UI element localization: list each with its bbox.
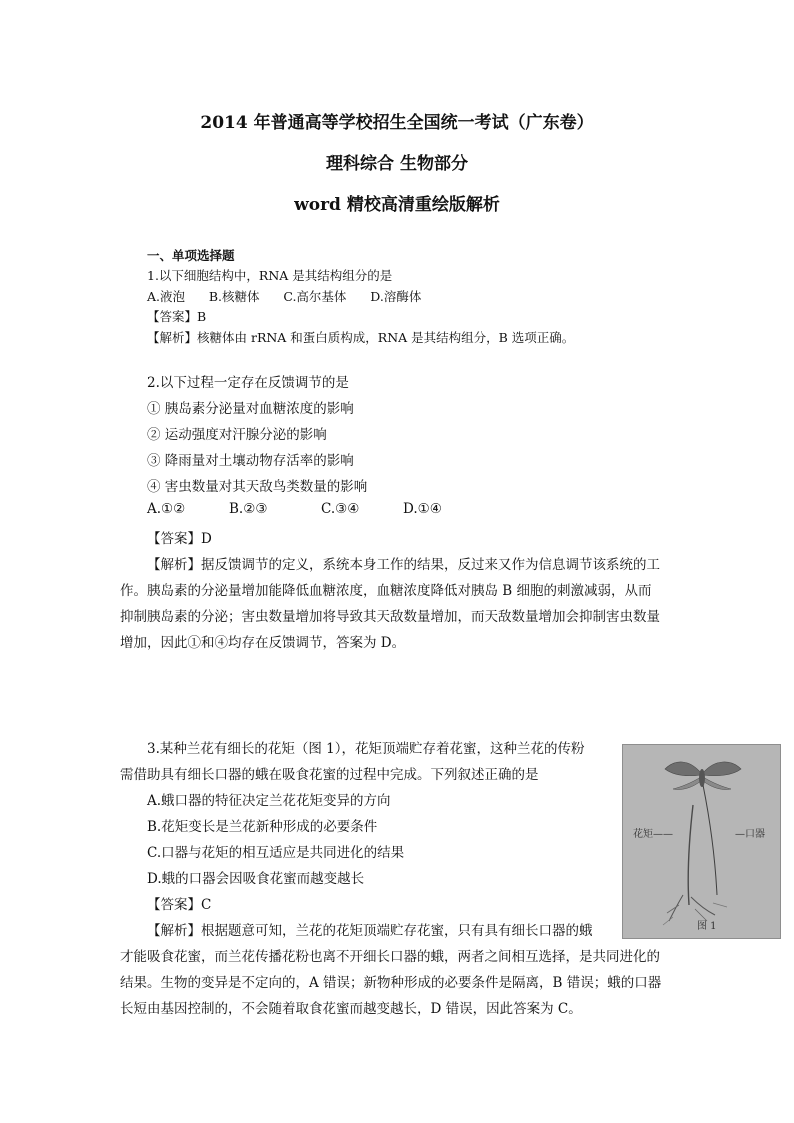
q3-analysis-line: 长短由基因控制的，不会随着取食花蜜而越变越长，D 错误，因此答案为 C。: [120, 1001, 582, 1017]
q3-analysis-line: 结果。生物的变异是不定向的，A 错误；新物种形成的必要条件是隔离，B 错误；蛾的口器: [120, 975, 662, 991]
q2-analysis-line: 作。胰岛素的分泌量增加能降低血糖浓度，血糖浓度降低对胰岛 B 细胞的刺激减弱，从而: [120, 583, 652, 599]
page-title: 2014 年普通高等学校招生全国统一考试（广东卷）: [200, 113, 594, 133]
q3-stem-line: 需借助具有细长口器的蛾在吸食花蜜的过程中完成。下列叙述正确的是: [120, 767, 539, 783]
q2-analysis-line: 【解析】据反馈调节的定义，系统本身工作的结果，反过来又作为信息调节该系统的工: [147, 557, 660, 573]
q2-analysis-line: 增加，因此①和④均存在反馈调节，答案为 D。: [120, 635, 406, 651]
q3-analysis-line: 才能吸食花蜜，而兰花传播花粉也离不开细长口器的蛾，两者之间相互选择，是共同进化的: [120, 949, 660, 965]
q1-analysis: 【解析】核糖体由 rRNA 和蛋白质构成，RNA 是其结构组分，B 选项正确。: [147, 330, 575, 345]
q2-analysis-line: 抑制胰岛素的分泌；害虫数量增加将导致其天敌数量增加，而天敌数量增加会抑制害虫数量: [120, 609, 660, 625]
q2-answer: 【答案】D: [147, 531, 212, 547]
figure-caption: 图 1: [697, 921, 717, 932]
q1-stem: 1.以下细胞结构中，RNA 是其结构组分的是: [147, 268, 393, 283]
figure-label-spur: 花矩——: [633, 829, 673, 840]
q1-options: A.液泡 B.核糖体 C.高尔基体 D.溶酶体: [147, 289, 422, 304]
q3-analysis-line: 【解析】根据题意可知，兰花的花矩顶端贮存花蜜，只有具有细长口器的蛾: [147, 923, 593, 939]
q2-item: ③ 降雨量对土壤动物存活率的影响: [147, 453, 354, 469]
q3-option: A.蛾口器的特征决定兰花花矩变异的方向: [147, 793, 391, 809]
q2-item: ① 胰岛素分泌量对血糖浓度的影响: [147, 401, 354, 417]
q2-option: A.①②: [147, 501, 186, 517]
section-title: 一、单项选择题: [147, 248, 235, 263]
q2-stem: 2.以下过程一定存在反馈调节的是: [147, 375, 349, 391]
q2-item: ② 运动强度对汗腺分泌的影响: [147, 427, 327, 443]
page-subtitle: 理科综合 生物部分: [326, 154, 468, 174]
q3-stem-line: 3.某种兰花有细长的花矩（图 1），花矩顶端贮存着花蜜，这种兰花的传粉: [147, 741, 585, 757]
q2-option: C.③④: [321, 501, 360, 517]
q3-option: B.花矩变长是兰花新种形成的必要条件: [147, 819, 378, 835]
q3-answer: 【答案】C: [147, 897, 212, 913]
q3-option: C.口器与花矩的相互适应是共同进化的结果: [147, 845, 405, 861]
q1-answer: 【答案】B: [147, 309, 207, 324]
q2-option: D.①④: [403, 501, 442, 517]
q3-option: D.蛾的口器会因吸食花蜜而越变越长: [147, 871, 365, 887]
q2-item: ④ 害虫数量对其天敌鸟类数量的影响: [147, 479, 368, 495]
figure-label-proboscis: —口器: [735, 829, 765, 840]
q2-option: B.②③: [229, 501, 268, 517]
page-subtitle-2: word 精校高清重绘版解析: [294, 195, 500, 215]
orchid-moth-illustration: [623, 745, 780, 938]
orchid-moth-figure: [622, 744, 781, 939]
